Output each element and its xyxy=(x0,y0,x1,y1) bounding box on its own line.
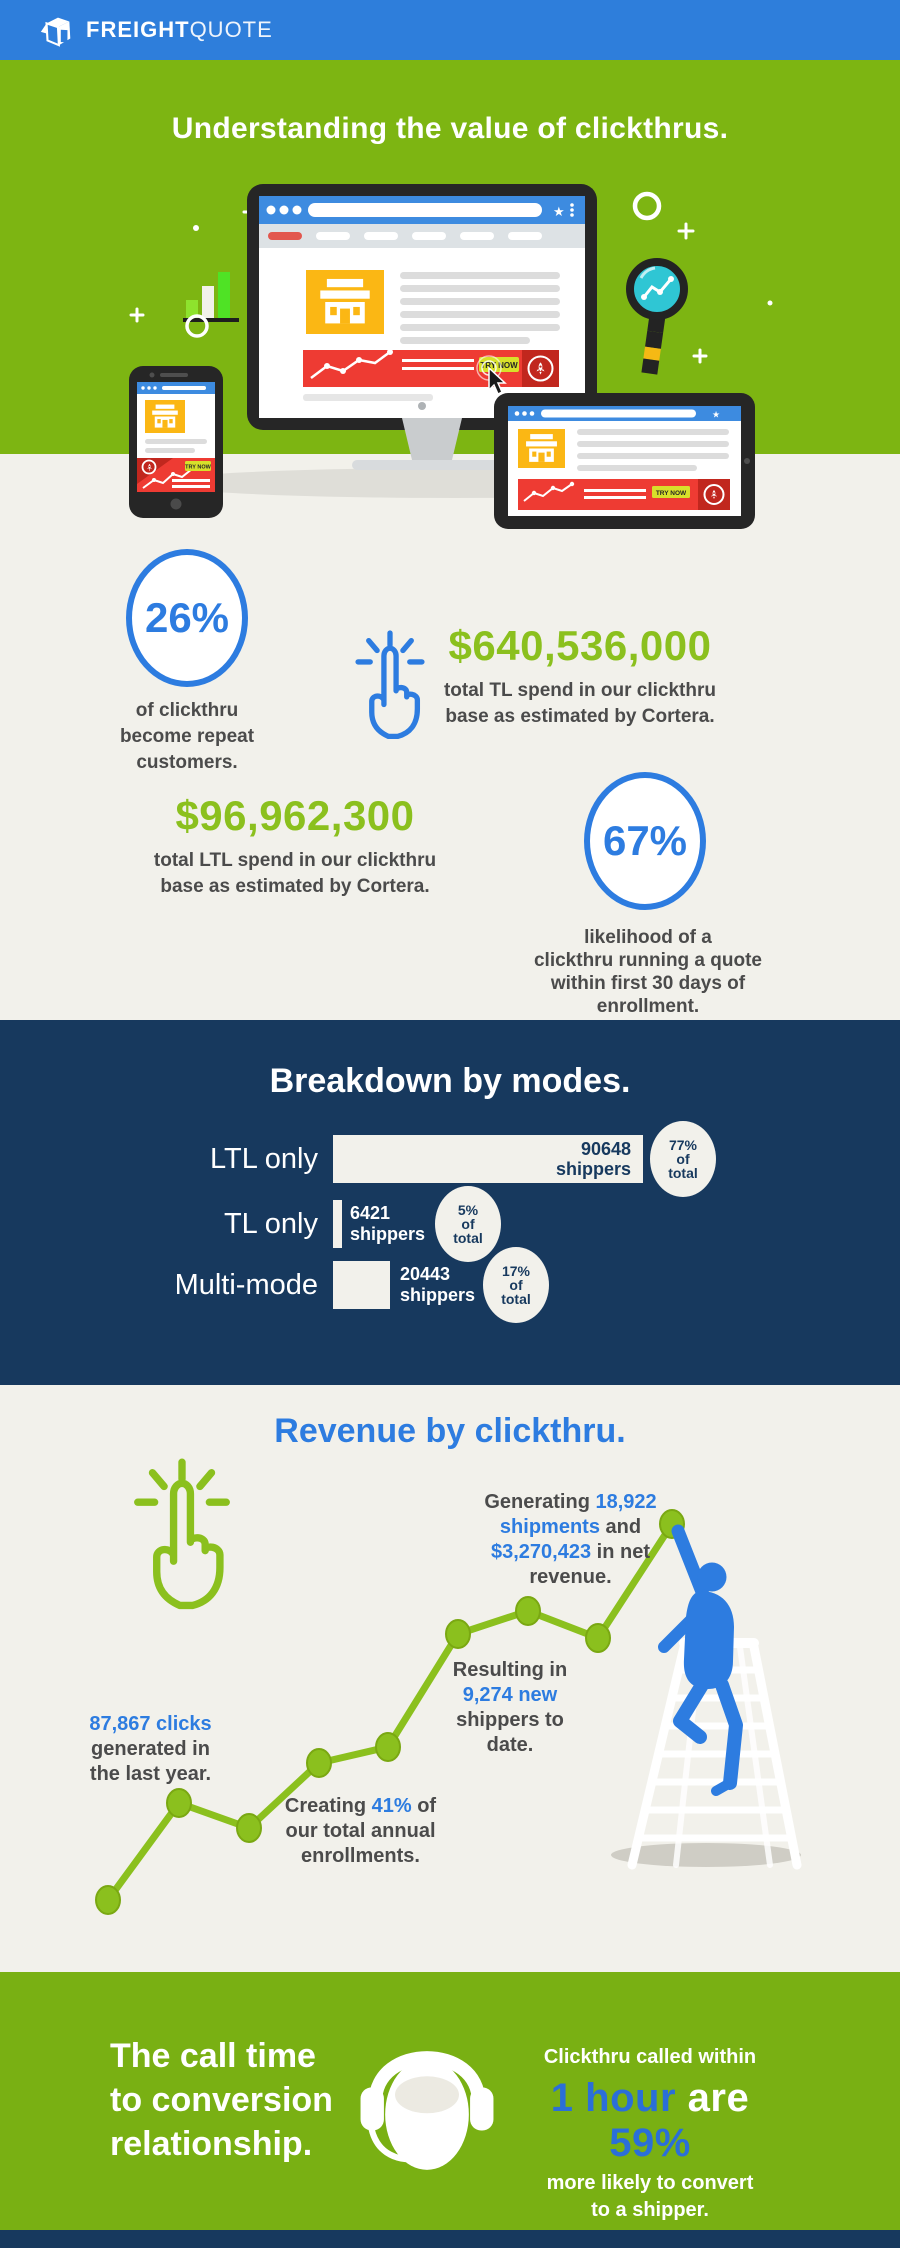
sparkle-dot xyxy=(193,225,199,231)
stat-repeat-desc-line: become repeat xyxy=(119,726,255,747)
annotation-creating xyxy=(258,1794,463,1869)
stat-tl-spend-value: $640,536,000 xyxy=(448,622,712,669)
stat-quote-desc-line: enrollment. xyxy=(596,996,700,1017)
mode-unit: shippers xyxy=(555,1159,631,1179)
monitor-stand xyxy=(402,418,462,460)
annotation-line: our total annual xyxy=(285,1820,436,1842)
pct-of: of xyxy=(461,1216,475,1232)
annotation-line xyxy=(448,1515,693,1540)
stat-repeat-desc xyxy=(87,698,287,776)
annotation-line: date. xyxy=(486,1734,534,1756)
mode-pct-multi xyxy=(483,1247,549,1323)
mode-count: 6421 xyxy=(350,1203,391,1223)
text-blue: 87,867 clicks xyxy=(89,1713,212,1735)
call-intro: Clickthru called within xyxy=(543,2046,757,2068)
stat-repeat-desc-line: of clickthru xyxy=(135,700,239,721)
mode-bar-ltl xyxy=(333,1135,643,1183)
annotation-line: generated in xyxy=(91,1738,210,1760)
box-logo-icon xyxy=(38,11,76,49)
browser-search-bar xyxy=(308,203,542,217)
hero-illustration xyxy=(0,60,900,538)
tablet xyxy=(494,393,755,529)
mode-label-tl: TL only xyxy=(223,1208,318,1240)
call-are: are xyxy=(676,2076,750,2120)
pct-value: 77% xyxy=(668,1137,698,1153)
pct-total: total xyxy=(668,1165,698,1181)
stat-quote-desc-line: likelihood of a xyxy=(584,927,712,948)
mode-bar-tl-value xyxy=(350,1203,425,1245)
text-blue: 41% xyxy=(371,1795,412,1817)
try-now-label: TRY NOW xyxy=(480,361,518,370)
stat-tl-spend-desc-line: base as estimated by Cortera. xyxy=(445,706,715,727)
revenue-title: Revenue by clickthru. xyxy=(274,1412,626,1450)
mode-label-ltl: LTL only xyxy=(210,1143,318,1175)
try-now-label-tablet: TRY NOW xyxy=(655,490,687,497)
pct-total: total xyxy=(453,1230,483,1246)
try-now-label-phone: TRY NOW xyxy=(185,464,211,471)
bar-chart-icon xyxy=(183,272,239,322)
stat-tl-spend-desc-line: total TL spend in our clickthru xyxy=(443,680,716,701)
text-dark: Creating xyxy=(284,1795,372,1817)
text-dark: in net xyxy=(591,1541,650,1563)
text-dark: of xyxy=(411,1795,437,1817)
brand-quote: QUOTE xyxy=(189,17,273,42)
ring-decoration-right xyxy=(635,194,659,218)
call-line4: to a shipper. xyxy=(591,2199,709,2221)
stat-quote-value: 67% xyxy=(602,817,688,864)
stat-ltl-spend-desc-line: base as estimated by Cortera. xyxy=(160,876,430,897)
stat-ltl-spend-desc-line: total LTL spend in our clickthru xyxy=(153,850,437,871)
phone xyxy=(129,366,223,518)
mode-unit: shippers xyxy=(350,1224,426,1244)
stat-tl-spend-desc xyxy=(425,678,735,730)
footer-bar xyxy=(0,2230,900,2248)
mode-count: 90648 xyxy=(580,1139,631,1159)
pct-total: total xyxy=(501,1291,531,1307)
mode-count: 20443 xyxy=(400,1264,451,1284)
stat-ltl-spend-value: $96,962,300 xyxy=(175,792,415,839)
text-blue: shipments xyxy=(499,1516,600,1538)
annotation-line xyxy=(258,1794,463,1819)
mode-bar-ltl-value xyxy=(333,1135,643,1183)
call-heading-line: relationship. xyxy=(110,2125,313,2163)
call-stats-block xyxy=(505,2044,795,2224)
text-blue: 9,274 new xyxy=(462,1684,558,1706)
pct-of: of xyxy=(676,1151,690,1167)
text-dark: revenue. xyxy=(529,1566,612,1588)
call-1hour: 1 hour xyxy=(550,2076,677,2120)
mode-pct-ltl xyxy=(650,1121,716,1197)
brand-freight: FREIGHT xyxy=(86,17,190,42)
annotation-line xyxy=(448,1490,693,1515)
mode-pct-tl xyxy=(435,1186,501,1262)
stat-quote-desc xyxy=(513,926,783,1018)
annotation-line: the last year. xyxy=(89,1763,212,1785)
call-heading-line: The call time xyxy=(110,2037,316,2075)
text-dark: Generating xyxy=(484,1491,596,1513)
call-59pct: 59% xyxy=(609,2121,691,2165)
magnifier-icon xyxy=(630,262,684,375)
annotation-line: Resulting in xyxy=(452,1659,568,1681)
pct-value: 5% xyxy=(457,1202,479,1218)
ad-banner-phone xyxy=(137,458,215,492)
annotation-generating xyxy=(448,1490,693,1590)
stat-repeat-oval xyxy=(126,549,248,687)
star-icon: ★ xyxy=(553,204,565,219)
text-dark: and xyxy=(599,1516,642,1538)
star-icon-tablet: ★ xyxy=(712,409,721,420)
annotation-line xyxy=(448,1540,693,1565)
hero-title: Understanding the value of clickthrus. xyxy=(171,112,729,145)
call-heading-line: to conversion xyxy=(110,2081,333,2119)
ad-banner-tablet xyxy=(518,479,730,510)
stat-repeat-value: 26% xyxy=(144,594,230,641)
stat-quote-oval xyxy=(584,772,706,910)
annotation-line: enrollments. xyxy=(301,1845,420,1867)
stat-repeat-desc-line: customers. xyxy=(136,752,238,773)
modes-title: Breakdown by modes. xyxy=(269,1062,631,1100)
mode-unit: shippers xyxy=(400,1285,476,1305)
mode-bar-tl xyxy=(333,1200,342,1248)
headset-agent-icon xyxy=(352,2016,502,2176)
mode-bar-multi-value xyxy=(400,1264,475,1306)
annotation-line xyxy=(448,1565,693,1590)
pct-of: of xyxy=(509,1277,523,1293)
sparkle-dot-right xyxy=(768,301,773,306)
pct-value: 17% xyxy=(501,1263,531,1279)
annotation-line: shippers to xyxy=(456,1709,564,1731)
stat-quote-desc-line: clickthru running a quote xyxy=(533,950,762,971)
mode-label-multi: Multi-mode xyxy=(174,1269,318,1301)
call-heading xyxy=(110,2034,360,2166)
call-big-line xyxy=(505,2076,795,2166)
header-bar xyxy=(0,0,900,60)
text-blue: $3,270,423 xyxy=(491,1541,592,1563)
call-line3: more likely to convert xyxy=(546,2172,754,2194)
text-blue: 18,922 xyxy=(595,1491,657,1513)
stat-ltl-spend-desc xyxy=(135,848,455,900)
annotation-clicks xyxy=(58,1712,243,1787)
freightquote-logo xyxy=(38,11,273,49)
active-nav-item xyxy=(268,232,302,240)
brand-text xyxy=(86,17,273,43)
mode-bar-multi xyxy=(333,1261,390,1309)
stat-quote-desc-line: within first 30 days of xyxy=(550,973,746,994)
annotation-resulting xyxy=(430,1658,590,1758)
